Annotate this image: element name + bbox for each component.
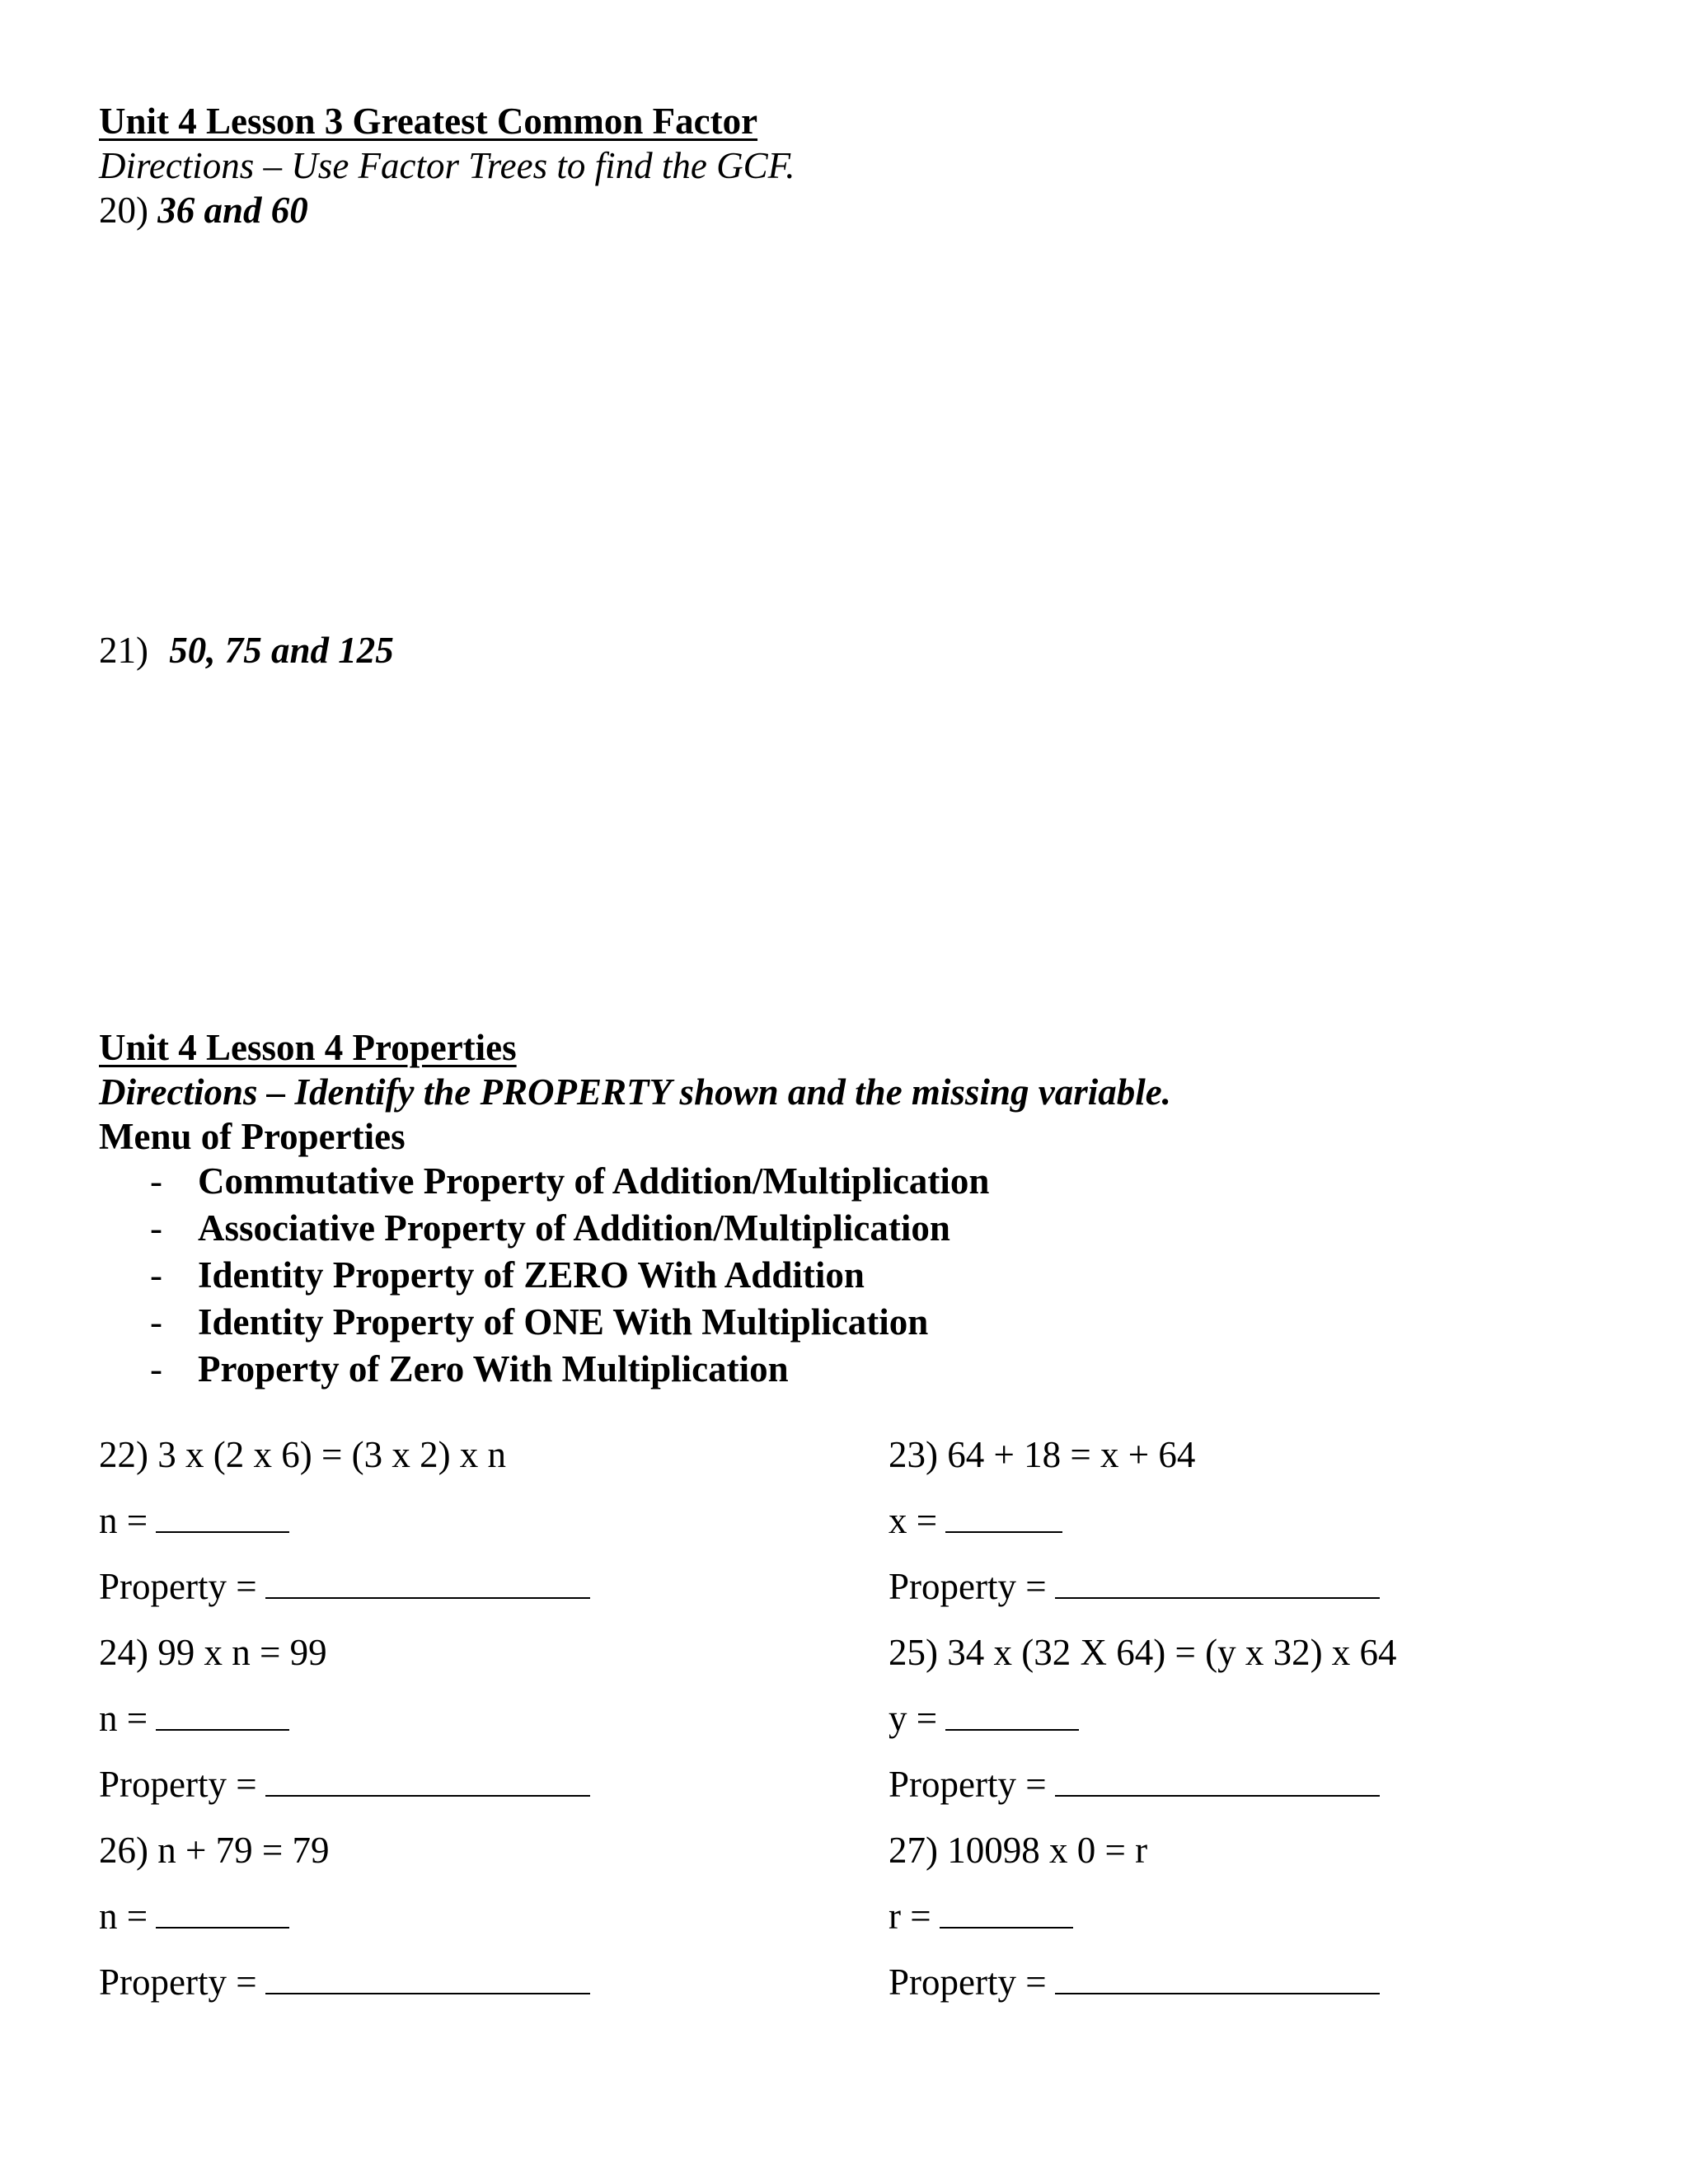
menu-item-text: Identity Property of ONE With Multiplication — [198, 1301, 929, 1343]
property-answer-blank[interactable] — [265, 1564, 590, 1599]
variable-label: n = — [99, 1500, 148, 1541]
problem-24-property-row — [99, 1762, 590, 1807]
menu-of-properties-list — [99, 1159, 1170, 1398]
problem-23-equation: 23) 64 + 18 = x + 64 — [889, 1434, 1196, 1475]
variable-label: x = — [889, 1500, 938, 1541]
problem-27-variable-row — [889, 1894, 1073, 1938]
property-answer-blank[interactable] — [1055, 1762, 1380, 1797]
property-answer-blank[interactable] — [1055, 1564, 1380, 1599]
problem-22-equation: 22) 3 x (2 x 6) = (3 x 2) x n — [99, 1434, 507, 1475]
property-label: Property = — [99, 1566, 257, 1607]
problem-25-property-row — [889, 1762, 1380, 1807]
menu-bullet: - — [150, 1301, 162, 1343]
property-answer-blank[interactable] — [265, 1960, 590, 1994]
menu-bullet: - — [150, 1160, 162, 1202]
menu-bullet: - — [150, 1254, 162, 1296]
problem-22-variable-row — [99, 1498, 289, 1543]
problem-number: 21) — [99, 630, 148, 671]
problem-25-equation: 25) 34 x (32 X 64) = (y x 32) x 64 — [889, 1632, 1397, 1673]
problem-26-property-row — [99, 1960, 590, 2004]
problem-26-variable-row — [99, 1894, 289, 1938]
menu-bullet: - — [150, 1207, 162, 1249]
gcf-section-title: Unit 4 Lesson 3 Greatest Common Factor — [99, 101, 758, 142]
problem-27-equation: 27) 10098 x 0 = r — [889, 1830, 1148, 1871]
properties-directions: Directions – Identify the PROPERTY shown and the missing variable. — [99, 1071, 1171, 1113]
problem-22-property-row — [99, 1564, 590, 1609]
problem-numbers: 50, 75 and 125 — [169, 630, 394, 671]
gcf-problem-20 — [99, 188, 308, 232]
property-label: Property = — [889, 1961, 1047, 2003]
variable-label: r = — [889, 1896, 931, 1937]
menu-heading: Menu of Properties — [99, 1116, 406, 1157]
problem-26-equation: 26) n + 79 = 79 — [99, 1830, 330, 1871]
variable-answer-blank[interactable] — [945, 1498, 1062, 1533]
problem-numbers: 36 and 60 — [157, 190, 308, 231]
problem-27-property-row — [889, 1960, 1380, 2004]
problem-25-variable-row — [889, 1696, 1079, 1741]
problem-23-property-row — [889, 1564, 1380, 1609]
property-label: Property = — [889, 1764, 1047, 1805]
property-label: Property = — [99, 1961, 257, 2003]
property-label: Property = — [889, 1566, 1047, 1607]
property-answer-blank[interactable] — [1055, 1960, 1380, 1994]
properties-section-title: Unit 4 Lesson 4 Properties — [99, 1027, 517, 1068]
property-answer-blank[interactable] — [265, 1762, 590, 1797]
gcf-directions: Directions – Use Factor Trees to find the GCF. — [99, 145, 795, 186]
problem-24-equation: 24) 99 x n = 99 — [99, 1632, 327, 1673]
variable-answer-blank[interactable] — [156, 1696, 289, 1731]
menu-bullet: - — [150, 1348, 162, 1390]
variable-label: y = — [889, 1698, 938, 1739]
menu-item-text: Identity Property of ZERO With Addition — [198, 1254, 865, 1296]
variable-answer-blank[interactable] — [156, 1894, 289, 1929]
problem-23-variable-row — [889, 1498, 1062, 1543]
variable-label: n = — [99, 1698, 148, 1739]
property-label: Property = — [99, 1764, 257, 1805]
variable-answer-blank[interactable] — [945, 1696, 1079, 1731]
menu-item-text: Associative Property of Addition/Multiplication — [198, 1207, 950, 1249]
menu-item-text: Property of Zero With Multiplication — [198, 1348, 789, 1390]
menu-item-text: Commutative Property of Addition/Multiplication — [198, 1160, 990, 1202]
gcf-problem-21 — [99, 628, 394, 673]
variable-label: n = — [99, 1896, 148, 1937]
variable-answer-blank[interactable] — [940, 1894, 1073, 1929]
variable-answer-blank[interactable] — [156, 1498, 289, 1533]
problem-24-variable-row — [99, 1696, 289, 1741]
problem-number: 20) — [99, 190, 148, 231]
